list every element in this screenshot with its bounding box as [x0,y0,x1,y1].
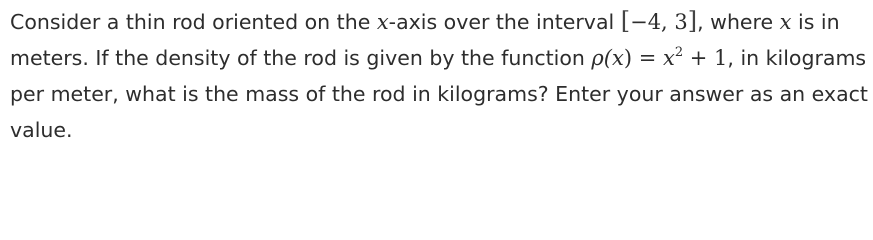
math-axis-var: x [376,10,389,34]
problem-text-4: is in meters. If the density of the rod is given by the function [10,10,840,70]
math-axis [377,10,389,34]
problem-text-3: , where [697,10,780,34]
math-where [780,10,792,34]
rhs-rest: + 1 [683,46,728,70]
interval-close-bracket: ] [687,7,698,35]
interval-open-bracket: [ [620,7,631,35]
math-interval [620,7,698,35]
problem-text-2: -axis over the interval [388,10,621,34]
density-fn: ρ( [591,46,612,70]
problem-text-1: Consider a thin rod oriented on the [10,10,377,34]
math-where-var: x [779,10,792,34]
problem-text-5: , in kilograms per meter, what is the mass of the rod in kilograms? Enter your answer as an exact value. [10,46,868,142]
exponent: 2 [674,45,684,60]
math-density [591,46,727,70]
equals-sign: = [632,46,663,70]
density-var: x [611,46,624,70]
rhs-var: x [662,46,675,70]
interval-values: −4, 3 [630,10,688,34]
density-close: ) [623,46,633,70]
